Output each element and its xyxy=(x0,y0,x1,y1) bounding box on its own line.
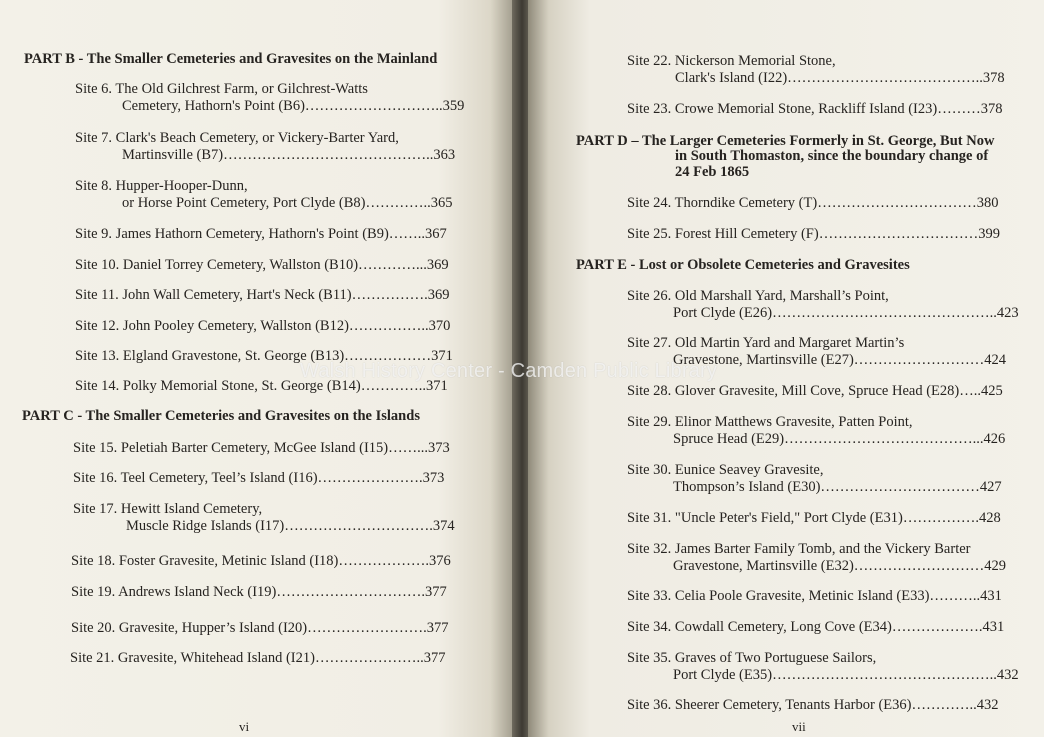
toc-entry-11: Site 11. John Wall Cemetery, Hart's Neck (B11)…………….369 xyxy=(75,287,450,303)
toc-entry-8-line2: or Horse Point Cemetery, Port Clyde (B8)…………..365 xyxy=(122,195,453,211)
part-d-heading-line2: in South Thomaston, since the boundary change of xyxy=(675,148,989,164)
toc-entry-26-line2: Port Clyde (E26)………………………………………..423 xyxy=(673,305,1019,321)
toc-entry-31: Site 31. "Uncle Peter's Field," Port Clyde (E31)…………….428 xyxy=(627,510,1001,526)
toc-entry-13: Site 13. Elgland Gravestone, St. George (B13)………………371 xyxy=(75,348,453,364)
toc-entry-8-line1: Site 8. Hupper-Hooper-Dunn, xyxy=(75,178,248,194)
toc-entry-6-line1: Site 6. The Old Gilchrest Farm, or Gilchrest-Watts xyxy=(75,81,368,97)
toc-entry-15: Site 15. Peletiah Barter Cemetery, McGee Island (I15)……...373 xyxy=(73,440,450,456)
page-number-right: vii xyxy=(792,719,806,734)
toc-entry-26-line1: Site 26. Old Marshall Yard, Marshall’s Point, xyxy=(627,288,889,304)
toc-entry-10: Site 10. Daniel Torrey Cemetery, Wallston (B10)…………...369 xyxy=(75,257,449,273)
toc-entry-12: Site 12. John Pooley Cemetery, Wallston (B12)……………..370 xyxy=(75,318,451,334)
part-c-heading: PART C - The Smaller Cemeteries and Gravesites on the Islands xyxy=(22,408,420,424)
toc-entry-17-line2: Muscle Ridge Islands (I17)………………………….374 xyxy=(126,518,455,534)
part-d-heading-line3: 24 Feb 1865 xyxy=(675,164,750,180)
toc-entry-33: Site 33. Celia Poole Gravesite, Metinic Island (E33)………..431 xyxy=(627,588,1002,604)
toc-entry-14: Site 14. Polky Memorial Stone, St. George (B14)…………..371 xyxy=(75,378,448,394)
toc-entry-32-line1: Site 32. James Barter Family Tomb, and the Vickery Barter xyxy=(627,541,971,557)
toc-entry-32-line2: Gravestone, Martinsville (E32)………………………429 xyxy=(673,558,1007,574)
toc-entry-20: Site 20. Gravesite, Hupper’s Island (I20)…………………….377 xyxy=(71,620,449,636)
page-number-left: vi xyxy=(239,719,250,734)
toc-entry-7-line1: Site 7. Clark's Beach Cemetery, or Vickery-Barter Yard, xyxy=(75,130,399,146)
toc-entry-29-line1: Site 29. Elinor Matthews Gravesite, Patten Point, xyxy=(627,414,913,430)
toc-entry-35-line2: Port Clyde (E35)………………………………………..432 xyxy=(673,667,1019,683)
toc-entry-24: Site 24. Thorndike Cemetery (T)……………………………380 xyxy=(627,195,999,211)
toc-entry-18: Site 18. Foster Gravesite, Metinic Island (I18)……………….376 xyxy=(71,553,451,569)
toc-entry-25: Site 25. Forest Hill Cemetery (F)……………………………399 xyxy=(627,226,1000,242)
toc-entry-16: Site 16. Teel Cemetery, Teel’s Island (I16)………………….373 xyxy=(73,470,445,486)
watermark: Walsh History Center - Camden Public Library xyxy=(300,360,718,382)
toc-entry-29-line2: Spruce Head (E29)…………………………………...426 xyxy=(673,431,1006,447)
toc-entry-9: Site 9. James Hathorn Cemetery, Hathorn's Point (B9)……..367 xyxy=(75,226,447,242)
toc-entry-22-line2: Clark's Island (I22)…………………………………..378 xyxy=(675,70,1005,86)
toc-entry-27-line2: Gravestone, Martinsville (E27)………………………424 xyxy=(673,352,1007,368)
toc-entry-6-line2: Cemetery, Hathorn's Point (B6)………………………..359 xyxy=(122,98,465,114)
part-e-heading: PART E - Lost or Obsolete Cemeteries and Gravesites xyxy=(576,257,910,273)
part-d-heading-line1: PART D – The Larger Cemeteries Formerly in St. George, But Now xyxy=(576,133,995,149)
toc-entry-30-line2: Thompson’s Island (E30)……………………………427 xyxy=(673,479,1002,495)
toc-entry-35-line1: Site 35. Graves of Two Portuguese Sailors, xyxy=(627,650,877,666)
toc-entry-21: Site 21. Gravesite, Whitehead Island (I21)…………………..377 xyxy=(70,650,446,666)
toc-entry-22-line1: Site 22. Nickerson Memorial Stone, xyxy=(627,53,836,69)
toc-entry-34: Site 34. Cowdall Cemetery, Long Cove (E34)……………….431 xyxy=(627,619,1005,635)
toc-entry-28: Site 28. Glover Gravesite, Mill Cove, Spruce Head (E28)…..425 xyxy=(627,383,1003,399)
part-b-heading: PART B - The Smaller Cemeteries and Gravesites on the Mainland xyxy=(24,51,438,67)
toc-entry-23: Site 23. Crowe Memorial Stone, Rackliff Island (I23)………378 xyxy=(627,101,1003,117)
toc-entry-17-line1: Site 17. Hewitt Island Cemetery, xyxy=(73,501,263,517)
toc-entry-30-line1: Site 30. Eunice Seavey Gravesite, xyxy=(627,462,824,478)
toc-entry-27-line1: Site 27. Old Martin Yard and Margaret Martin’s xyxy=(627,335,905,351)
toc-entry-19: Site 19. Andrews Island Neck (I19)………………………….377 xyxy=(71,584,447,600)
toc-entry-7-line2: Martinsville (B7)……………………………………..363 xyxy=(122,147,456,163)
toc-entry-36: Site 36. Sheerer Cemetery, Tenants Harbor (E36)…………..432 xyxy=(627,697,999,713)
